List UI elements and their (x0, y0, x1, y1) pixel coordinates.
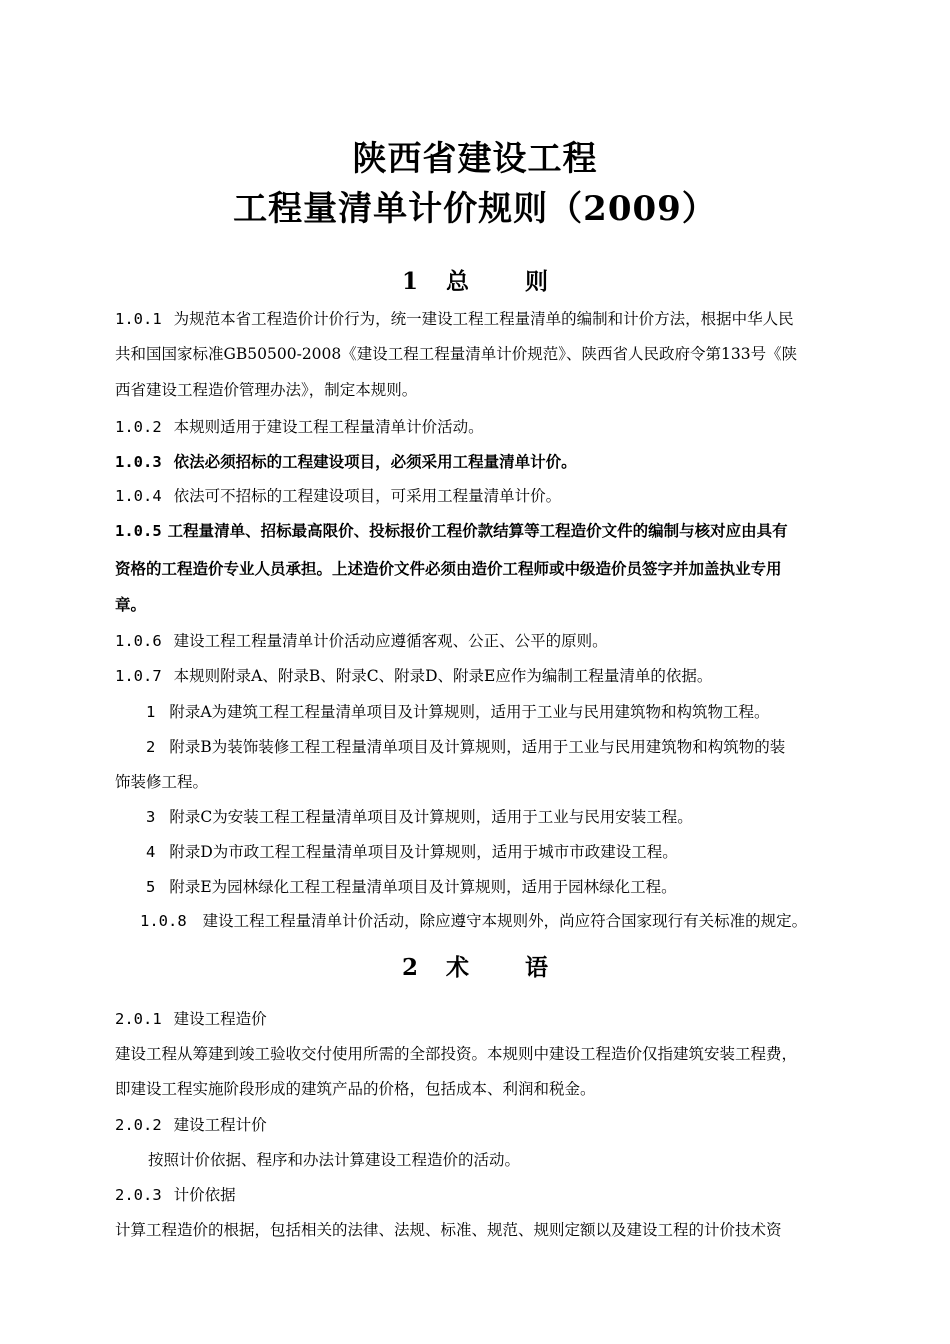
clause-text: 为规范本省工程造价计价行为，统一建设工程工程量清单的编制和计价方法，根据中华人民 (173, 310, 794, 328)
clause-1-0-5-line1 (115, 520, 855, 542)
item-number: 4 (146, 843, 156, 861)
list-item-3 (146, 806, 855, 828)
clause-2-0-3 (115, 1184, 855, 1206)
list-item-4 (146, 841, 855, 863)
clause-1-0-1-line3: 西省建设工程造价管理办法》，制定本规则。 (115, 381, 418, 399)
clause-number: 2.0.1 (115, 1010, 162, 1028)
item-number: 3 (146, 808, 156, 826)
clause-1-0-5-line3: 章。 (115, 596, 147, 614)
item-number: 2 (146, 738, 156, 756)
chapter-1-heading (0, 266, 950, 298)
clause-1-0-3 (115, 451, 855, 473)
clause-1-0-6 (115, 630, 855, 652)
clause-2-0-1-def-line1: 建设工程从筹建到竣工验收交付使用所需的全部投资。本规则中建设工程造价仅指建筑安装工程费， (115, 1045, 798, 1063)
chapter-number: 2 (401, 954, 418, 981)
clause-2-0-2-def: 按照计价依据、程序和办法计算建设工程造价的活动。 (148, 1151, 521, 1169)
term-name: 建设工程造价 (173, 1010, 267, 1028)
item-text: 附录E为园林绿化工程工程量清单项目及计算规则，适用于园林绿化工程。 (169, 878, 677, 896)
list-item-1 (146, 701, 855, 723)
item-text: 附录A为建筑工程工程量清单项目及计算规则，适用于工业与民用建筑物和构筑物工程。 (169, 703, 770, 721)
clause-2-0-1 (115, 1008, 855, 1030)
clause-1-0-5-line2: 资格的工程造价专业人员承担。上述造价文件必须由造价工程师或中级造价员签字并加盖执业专用 (115, 560, 782, 578)
clause-1-0-4 (115, 485, 855, 507)
clause-number: 2.0.3 (115, 1186, 162, 1204)
clause-text: 依法必须招标的工程建设项目，必须采用工程量清单计价。 (173, 453, 577, 471)
chapter-number: 1 (401, 268, 418, 295)
clause-number: 1.0.3 (115, 453, 162, 471)
item-text: 附录C为安装工程工程量清单项目及计算规则，适用于工业与民用安装工程。 (169, 808, 693, 826)
chapter-title-char: 语 (525, 954, 548, 981)
chapter-title-char: 则 (525, 268, 548, 295)
item-text: 附录B为装饰装修工程工程量清单项目及计算规则，适用于工业与民用建筑物和构筑物的装 (169, 738, 786, 756)
item-number: 1 (146, 703, 156, 721)
chapter-title-char: 术 (446, 954, 469, 981)
list-item-5 (146, 876, 855, 898)
document-title-line2: 工程量清单计价规则（2009） (233, 189, 717, 229)
list-item-2-line1 (146, 736, 855, 758)
clause-2-0-2 (115, 1114, 855, 1136)
clause-1-0-1-line1 (115, 308, 855, 330)
clause-text: 工程量清单、招标最高限价、投标报价工程价款结算等工程造价文件的编制与核对应由具有 (167, 522, 788, 540)
clause-number: 1.0.7 (115, 667, 162, 685)
term-name: 建设工程计价 (173, 1116, 267, 1134)
clause-number: 1.0.5 (115, 522, 162, 540)
clause-number: 1.0.8 (140, 912, 187, 930)
document-title-line1: 陕西省建设工程 (352, 139, 598, 179)
clause-text: 本规则附录A、附录B、附录C、附录D、附录E应作为编制工程量清单的依据。 (173, 667, 713, 685)
clause-1-0-8 (140, 910, 855, 932)
clause-number: 2.0.2 (115, 1116, 162, 1134)
clause-text: 依法可不招标的工程建设项目，可采用工程量清单计价。 (173, 487, 562, 505)
clause-number: 1.0.1 (115, 310, 162, 328)
item-text: 附录D为市政工程工程量清单项目及计算规则，适用于城市市政建设工程。 (169, 843, 678, 861)
term-name: 计价依据 (173, 1186, 236, 1204)
clause-number: 1.0.4 (115, 487, 162, 505)
clause-number: 1.0.2 (115, 418, 162, 436)
list-item-2-line2: 饰装修工程。 (115, 773, 209, 791)
clause-text: 建设工程工程量清单计价活动应遵循客观、公正、公平的原则。 (173, 632, 608, 650)
clause-1-0-2 (115, 416, 855, 438)
clause-1-0-7 (115, 665, 855, 687)
clause-2-0-3-def-line1: 计算工程造价的根据，包括相关的法律、法规、标准、规范、规则定额以及建设工程的计价技术资 (115, 1221, 782, 1239)
item-number: 5 (146, 878, 156, 896)
clause-number: 1.0.6 (115, 632, 162, 650)
chapter-2-heading (0, 952, 950, 984)
chapter-title-char: 总 (446, 268, 469, 295)
clause-text: 本规则适用于建设工程工程量清单计价活动。 (173, 418, 484, 436)
clause-text: 建设工程工程量清单计价活动，除应遵守本规则外，尚应符合国家现行有关标准的规定。 (202, 912, 808, 930)
clause-2-0-1-def-line2: 即建设工程实施阶段形成的建筑产品的价格，包括成本、利润和税金。 (115, 1080, 596, 1098)
clause-1-0-1-line2: 共和国国家标准GB50500-2008《建设工程工程量清单计价规范》、陕西省人民政府令第133号《陕 (115, 345, 798, 363)
